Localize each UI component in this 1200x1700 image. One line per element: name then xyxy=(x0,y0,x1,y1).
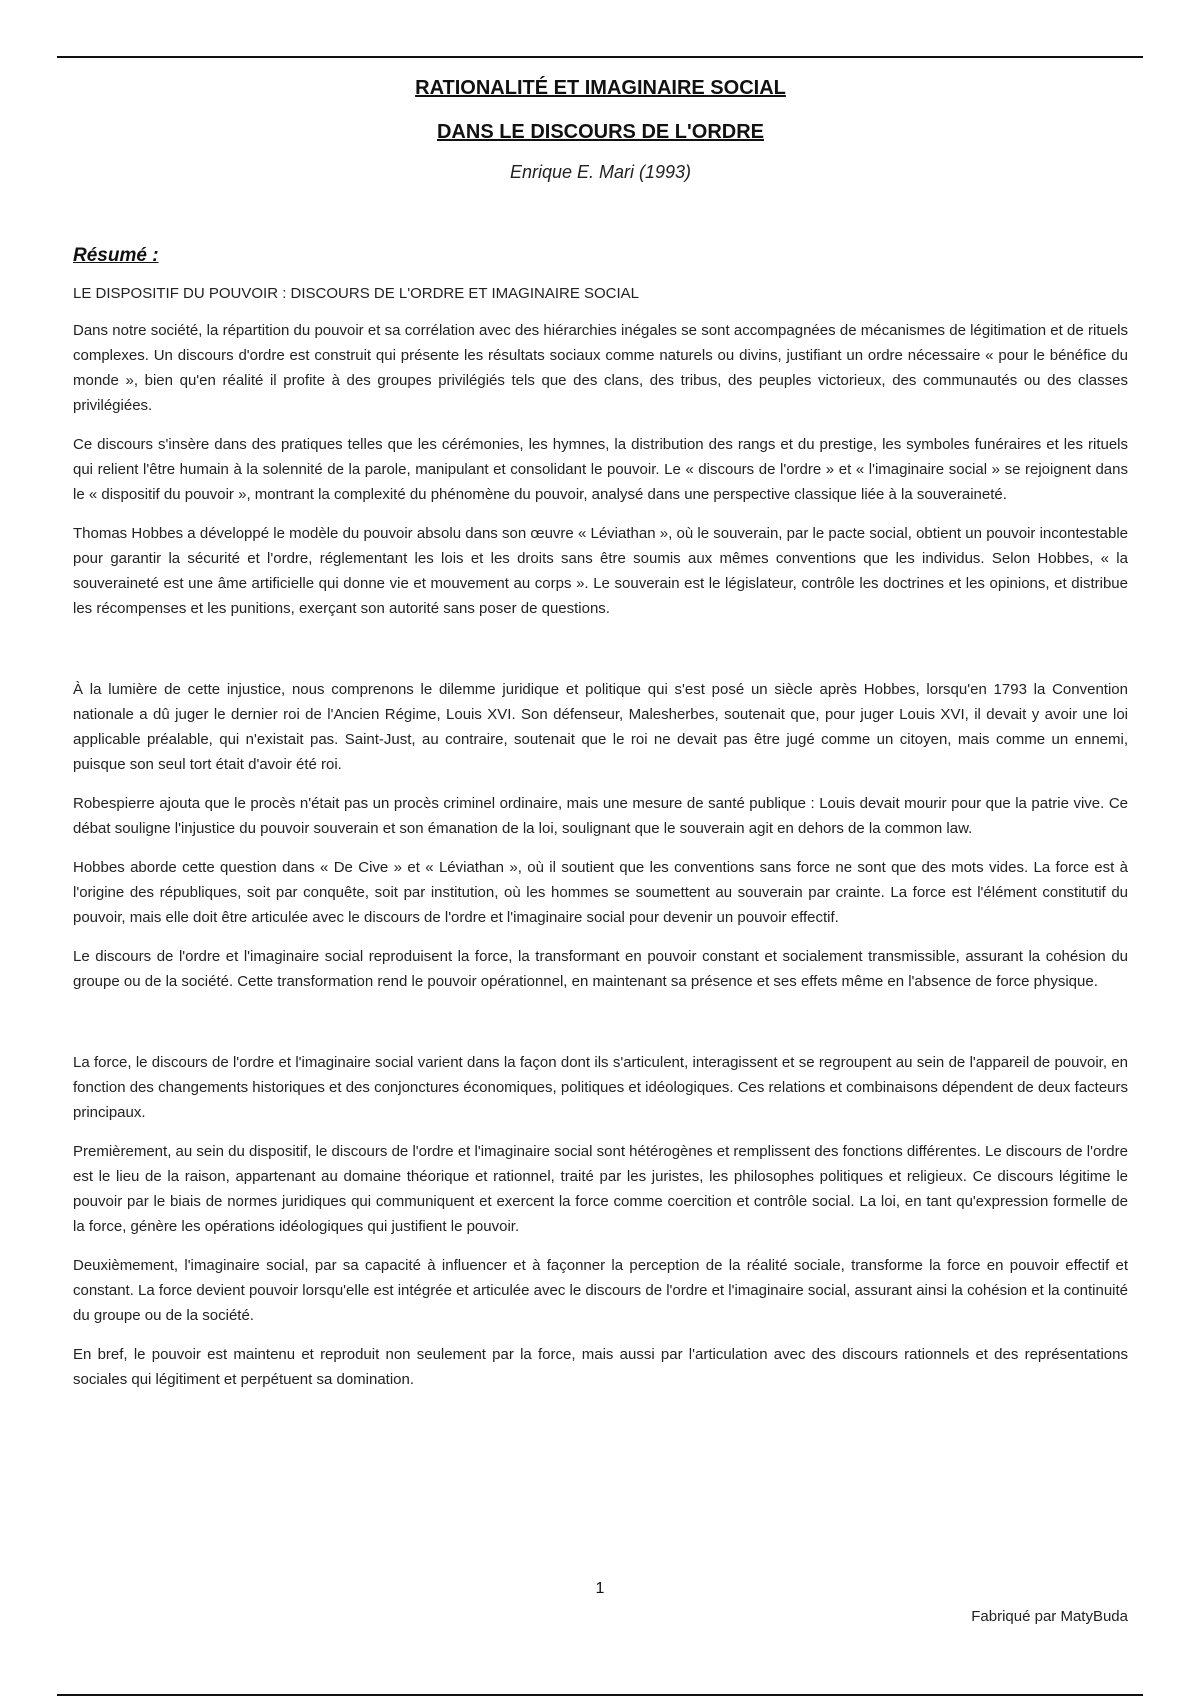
paragraph: Deuxièmement, l'imaginaire social, par sa capacité à influencer et à façonner la perception de la réalité sociale, transforme la force en pouvoir effectif et constant. La force devient pouvoir lorsqu'elle est intégrée et articulée avec le discours de l'ordre et l'imaginaire social, assurant ainsi la cohésion et la continuité du groupe ou de la société. xyxy=(73,1257,1129,1324)
paragraph: La force, le discours de l'ordre et l'imaginaire social varient dans la façon dont ils s'articulent, interagissent et se regroupent au sein de l'appareil de pouvoir, en fonction des changements historiques et des conjonctures économiques, politiques et idéologiques. Ces relations et combinaisons dépendent de deux facteurs principaux. xyxy=(73,1054,1128,1121)
paragraph: Le discours de l'ordre et l'imaginaire social reproduisent la force, la transformant en pouvoir constant et socialement transmissible, assurant la cohésion du groupe ou de la société. Cette transformation rend le pouvoir opérationnel, en maintenant sa présence et ses effets même en l'absence de force physique. xyxy=(73,948,1128,990)
paragraph: Ce discours s'insère dans des pratiques telles que les cérémonies, les hymnes, la distribution des rangs et du prestige, les symboles funéraires et les rituels qui relient l'être humain à la solennité de la parole, manipulant et consolidant le pouvoir. Le « discours de l'ordre » et « l'imaginaire social » se rejoignent dans le « dispositif du pouvoir », montrant la complexité du phénomène du pouvoir, analysé dans une perspective classique liée à la souveraineté. xyxy=(73,436,1128,503)
paragraph: En bref, le pouvoir est maintenu et reproduit non seulement par la force, mais aussi par l'articulation avec des discours rationnels et des représentations sociales qui légitiment et perpétuent sa domination. xyxy=(73,1346,1128,1388)
resume-subheading: LE DISPOSITIF DU POUVOIR : DISCOURS DE L'ORDRE ET IMAGINAIRE SOCIAL xyxy=(73,285,640,302)
paragraph: Hobbes aborde cette question dans « De Cive » et « Léviathan », où il soutient que les conventions sans force ne sont que des mots vides. La force est à l'origine des républiques, soit par conquête, soit par institution, où les hommes se soumettent au souverain par crainte. La force est l'élément constitutif du pouvoir, mais elle doit être articulée avec le discours de l'ordre et l'imaginaire social pour devenir un pouvoir effectif. xyxy=(73,859,1128,926)
paragraph: Premièrement, au sein du dispositif, le discours de l'ordre et l'imaginaire social sont hétérogènes et remplissent des fonctions différentes. Le discours de l'ordre est le lieu de la raison, appartenant au domaine théorique et rationnel, traité par les juristes, les philosophes politiques et religieux. Ce discours légitime le pouvoir par le biais de normes juridiques qui communiquent et exercent la force comme coercition et contrôle social. La loi, en tant qu'expression formelle de la force, génère les opérations idéologiques qui justifient le pouvoir. xyxy=(73,1143,1128,1235)
credit-line: Fabriqué par MatyBuda xyxy=(971,1608,1128,1625)
paragraph: Robespierre ajouta que le procès n'était pas un procès criminel ordinaire, mais une mesure de santé publique : Louis devait mourir pour que la patrie vive. Ce débat souligne l'injustice du pouvoir souverain et son émanation de la loi, soulignant que le souverain agit en dehors de la common law. xyxy=(73,795,1128,837)
bottom-rule xyxy=(57,1694,1143,1696)
top-rule xyxy=(57,56,1143,58)
document-title-line-2: DANS LE DISCOURS DE L'ORDRE xyxy=(436,121,764,143)
page-number: 1 xyxy=(595,1580,605,1597)
paragraph: Thomas Hobbes a développé le modèle du pouvoir absolu dans son œuvre « Léviathan », où le souverain, par le pacte social, obtient un pouvoir incontestable pour garantir la sécurité et l'ordre, réglementant les lois et les droits sans être soumis aux mêmes conventions que les individus. Selon Hobbes, « la souveraineté est une âme artificielle qui donne vie et mouvement au corps ». Le souverain est le législateur, contrôle les doctrines et les opinions, et distribue les récompenses et les punitions, exerçant son autorité sans poser de questions. xyxy=(73,525,1128,617)
resume-heading: Résumé : xyxy=(73,245,159,266)
paragraph: Dans notre société, la répartition du pouvoir et sa corrélation avec des hiérarchies inégales se sont accompagnées de mécanismes de légitimation et de rituels complexes. Un discours d'ordre est construit qui présente les résultats sociaux comme naturels ou divins, justifiant un ordre nécessaire « pour le bénéfice du monde », bien qu'en réalité il profite à des groupes privilégiés tels que des clans, des tribus, des peuples victorieux, des communautés ou des classes privilégiées. xyxy=(73,322,1128,414)
paragraph: À la lumière de cette injustice, nous comprenons le dilemme juridique et politique qui s'est posé un siècle après Hobbes, lorsqu'en 1793 la Convention nationale a dû juger le dernier roi de l'Ancien Régime, Louis XVI. Son défenseur, Malesherbes, soutenait que, pour juger Louis XVI, il devait y avoir une loi applicable préalable, qui n'existait pas. Saint-Just, au contraire, soutenait que le roi ne devait pas être jugé comme un citoyen, mais comme un ennemi, puisque son seul tort était d'avoir été roi. xyxy=(73,681,1128,773)
document-page xyxy=(73,68,1128,1392)
document-title-line-1: RATIONALITÉ ET IMAGINAIRE SOCIAL xyxy=(415,77,786,99)
document-author: Enrique E. Mari (1993) xyxy=(509,162,692,182)
